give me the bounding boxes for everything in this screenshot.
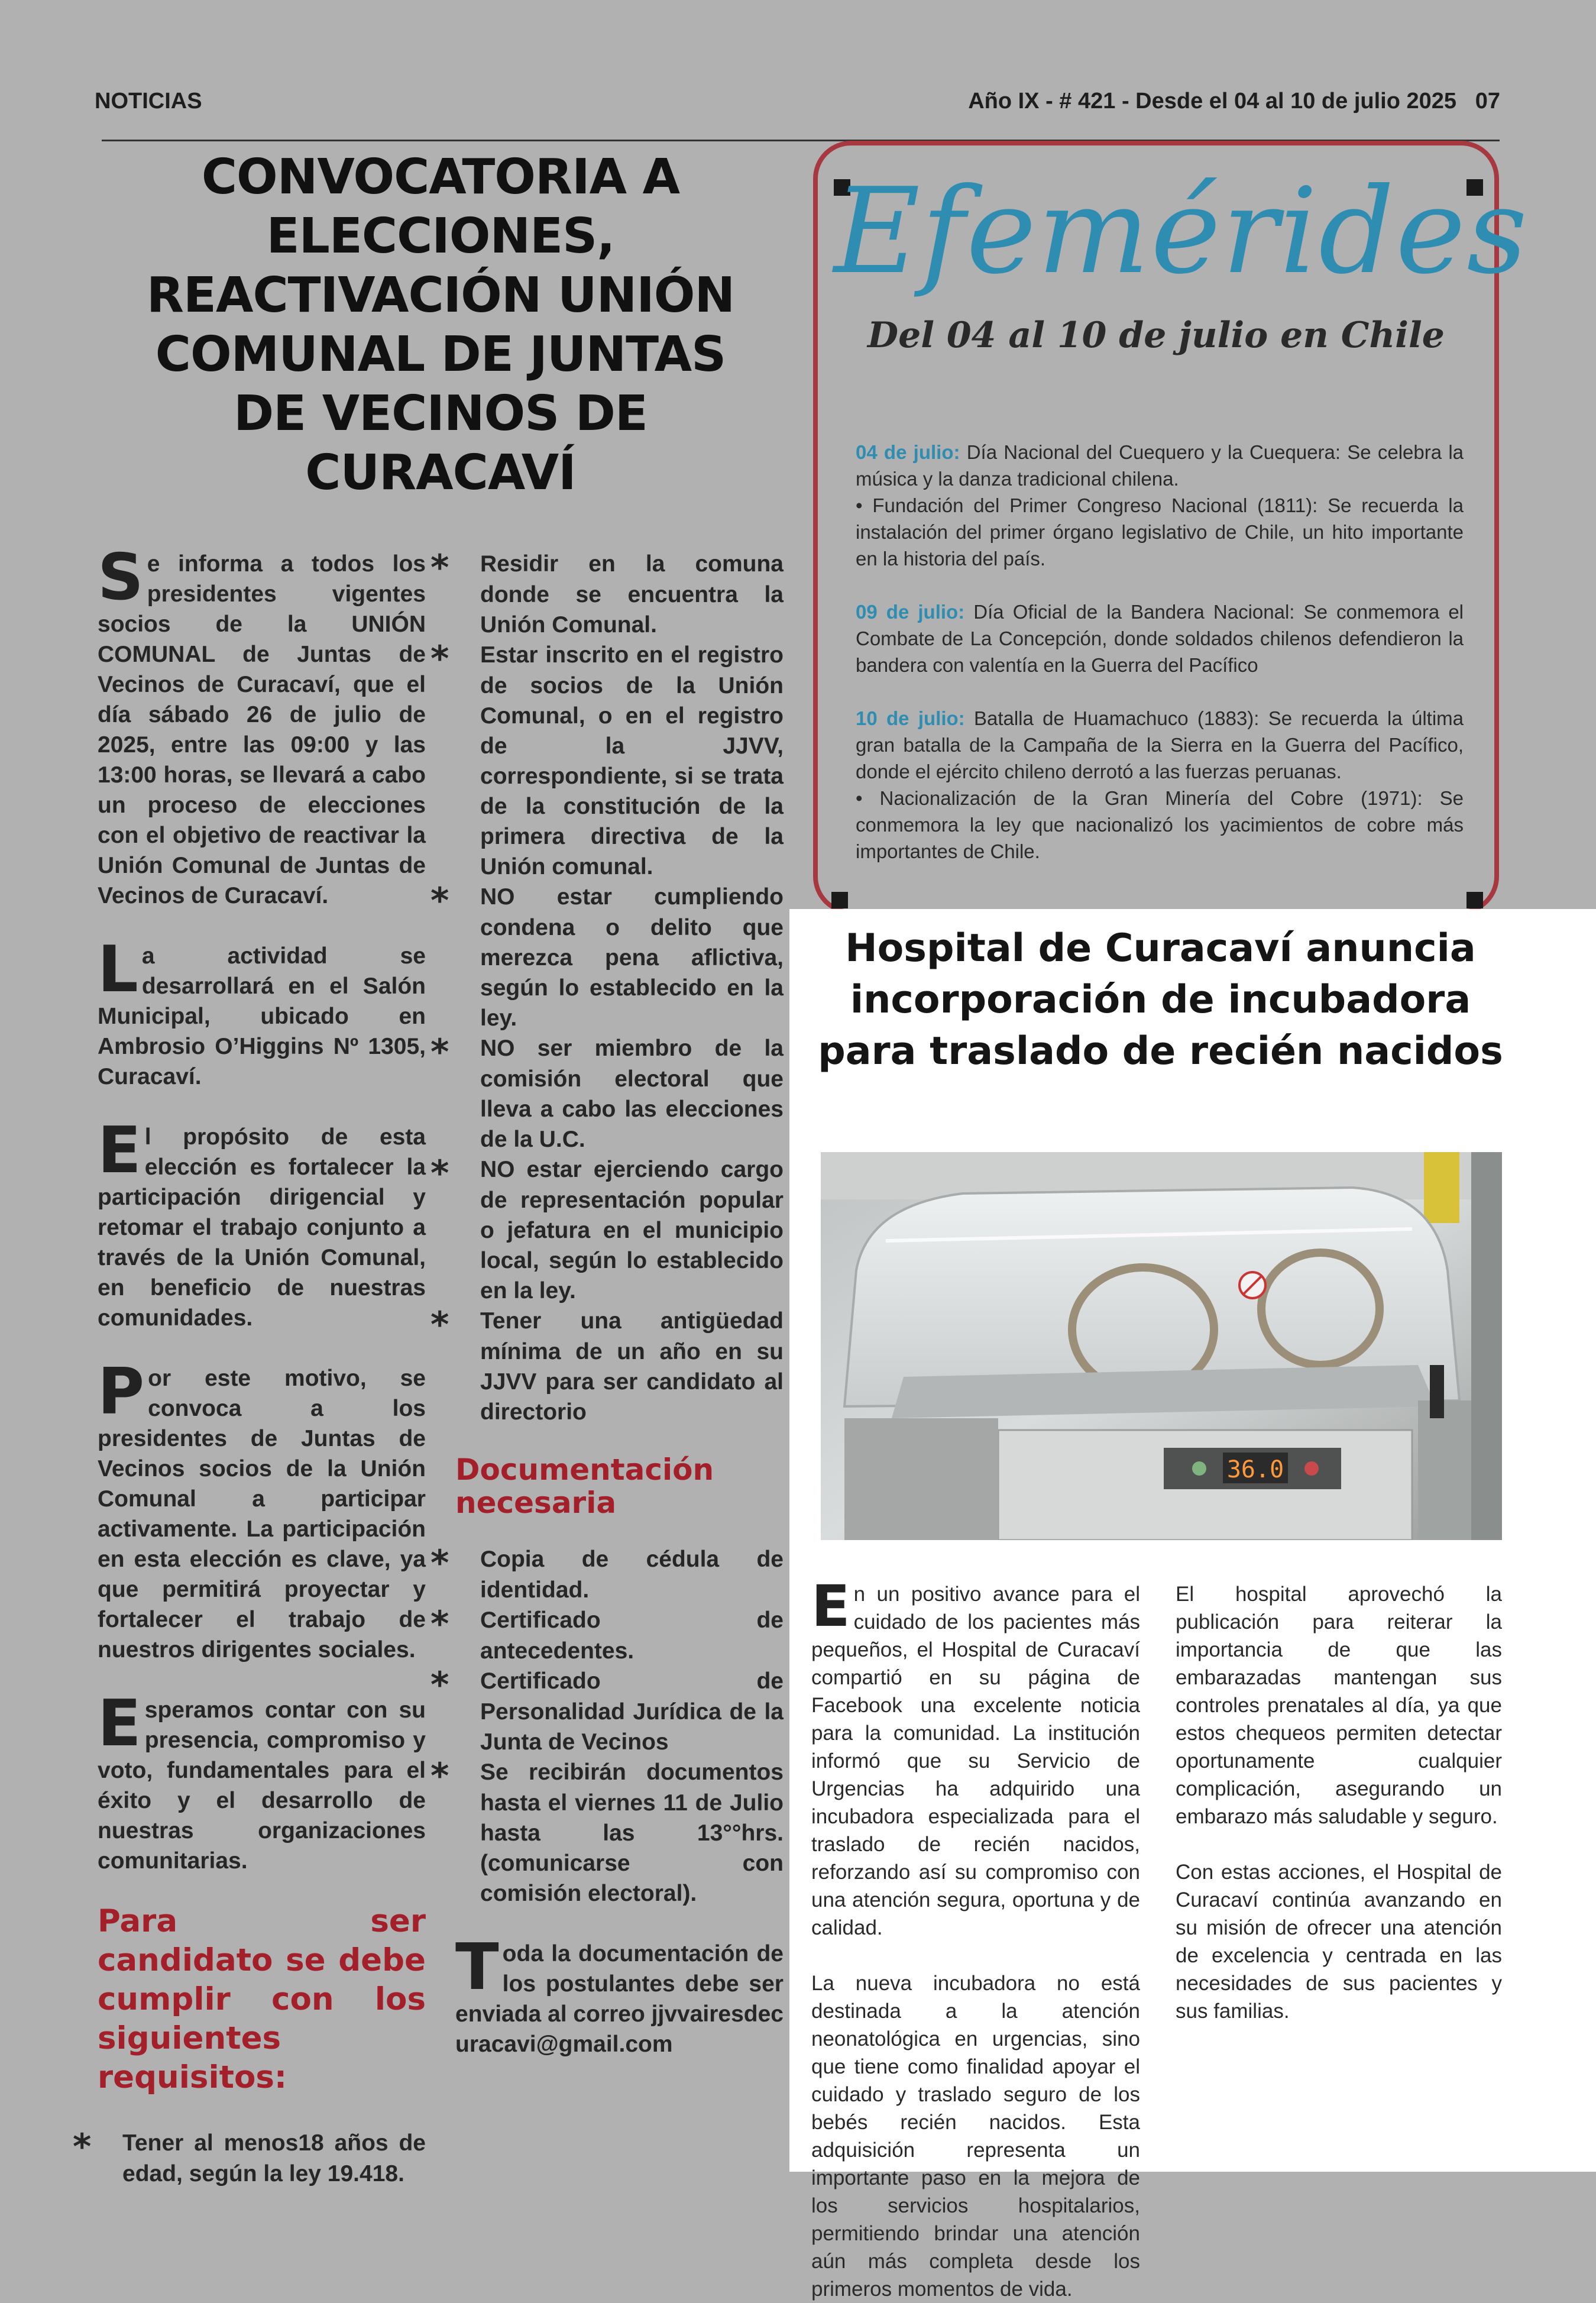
asterisk-icon: * <box>430 880 449 921</box>
paragraph: Con estas acciones, el Hospital de Curacaví continúa avanzando en su misión de ofrecer una atención de excelencia y centrada en las necesidades de sus pacientes y sus familias. <box>1176 1861 1502 2023</box>
asterisk-icon: * <box>430 1755 449 1797</box>
efemeride-date: 04 de julio: <box>856 441 960 463</box>
hospital-article-column-2 <box>1176 1580 1502 2025</box>
efemeride-entry: 10 de julio: Batalla de Huamachuco (1883): Se recuerda la última gran batalla de la Campaña de la Sierra en la Guerra del Pacífico, donde el ejército chileno derrotó a las fuerzas peruanas. <box>856 707 1464 782</box>
main-article-column-1 <box>73 541 426 2189</box>
drop-cap: P <box>98 1355 145 1429</box>
hospital-article-column-1 <box>811 1573 1140 2303</box>
drop-cap: E <box>98 1114 141 1188</box>
drop-cap: S <box>98 541 144 614</box>
asterisk-icon: * <box>430 547 449 588</box>
requirement-item: * Tener una antigüedad mínima de un año en su JJVV para ser candidato al directorio <box>430 1304 784 1425</box>
asterisk-icon: * <box>430 638 449 680</box>
hospital-article-title: Hospital de Curacaví anuncia incorporación de incubadora para traslado de recién nacidos <box>818 926 1503 1073</box>
closing-paragraph: Toda la documentación de los postulantes debe ser enviada al correo jjvvairesdecuracavi@gmail.com <box>455 1930 784 2057</box>
efemeride-extra: • Nacionalización de la Gran Minería del Cobre (1971): Se conmemora la ley que nacionalizó los yacimientos de cobre más importantes de Chile. <box>856 787 1464 862</box>
efemerides-list <box>856 439 1464 865</box>
efemeride-date: 10 de julio: <box>856 707 965 729</box>
drop-cap: E <box>811 1573 850 1639</box>
efemeride-entry: 09 de julio: Día Oficial de la Bandera Nacional: Se conmemora el Combate de La Concepción, donde soldados chilenos defendieron la bandera con valentía en la Guerra del Pacífico <box>856 601 1464 676</box>
paragraph: Esperamos contar con su presencia, compromiso y voto, fundamentales para el éxito y el desarrollo de nuestras organizaciones comunitarias. <box>98 1687 426 1874</box>
efemerides-subtitle: Del 04 al 10 de julio en Chile <box>867 315 1445 356</box>
asterisk-icon: * <box>430 1542 449 1584</box>
requirement-item: * NO ser miembro de la comisión electoral que lleva a cabo las elecciones de la U.C. <box>430 1031 784 1152</box>
paragraph: La actividad se desarrollará en el Salón Municipal, ubicado en Ambrosio O’Higgins Nº 1305, Curacaví. <box>98 933 426 1089</box>
paragraph: El propósito de esta elección es fortalecer la participación dirigencial y retomar el trabajo conjunto a través de la Unión Comunal, en beneficio de nuestras comunidades. <box>98 1114 426 1331</box>
document-item: * Certificado de Personalidad Jurídica de la Junta de Vecinos <box>430 1664 784 1755</box>
asterisk-icon: * <box>430 1664 449 1706</box>
corner-square <box>1466 892 1483 908</box>
paragraph: La nueva incubadora no está destinada a la atención neonatológica en urgencias, sino que tiene como finalidad apoyar el cuidado y traslado seguro de los bebés recién nacidos. Esta adquisición representa un importante paso en la mejora de los servicios hospitalarios, permitiendo brindar una atención aún más completa desde los primeros momentos de vida. <box>811 1972 1140 2301</box>
incubator-readout: 36.0 <box>1226 1456 1284 1483</box>
requirement-item: * Tener al menos18 años de edad, según la ley 19.418. <box>73 2126 426 2186</box>
drop-cap: T <box>455 1930 499 2004</box>
requirements-heading: Para ser candidato se debe cumplir con los siguientes requisitos: <box>98 1903 426 2095</box>
document-item: * Se recibirán documentos hasta el viernes 11 de Julio hasta las 13°°hrs. (comunicarse con comisión electoral). <box>430 1755 784 1906</box>
drop-cap: E <box>98 1687 141 1761</box>
requirement-item: * Residir en la comuna donde se encuentra la Unión Comunal. <box>430 547 784 638</box>
documents-heading: Documentación necesaria <box>455 1453 714 1520</box>
page-number: 07 <box>1475 89 1500 114</box>
issue-text: Año IX - # 421 - Desde el 04 al 10 de julio 2025 <box>968 89 1457 114</box>
asterisk-icon: * <box>73 2126 92 2168</box>
corner-square <box>831 892 848 908</box>
asterisk-icon: * <box>430 1603 449 1645</box>
main-article-column-2 <box>430 547 784 2059</box>
drop-cap: L <box>98 933 138 1007</box>
paragraph: Por este motivo, se convoca a los presidentes de Juntas de Vecinos socios de la Unión Comunal a participar activamente. La participación en esta elección es clave, ya que permitirá proyectar y fortalecer el trabajo de nuestros dirigentes sociales. <box>98 1355 426 1662</box>
efemerides-title: Efemérides <box>834 163 1529 300</box>
main-article-title: CONVOCATORIA A ELECCIONES, REACTIVACIÓN UNIÓN COMUNAL DE JUNTAS DE VECINOS DE CURACAVÍ <box>146 149 735 501</box>
document-item: * Certificado de antecedentes. <box>430 1603 784 1664</box>
incubator-photo <box>821 1152 1502 1540</box>
paragraph: Se informa a todos los presidentes vigentes socios de la UNIÓN COMUNAL de Juntas de Vecinos de Curacaví, que el día sábado 26 de julio de 2025, entre las 09:00 y las 13:00 horas, se llevará a cabo un proceso de elecciones con el objetivo de reactivar la Unión Comunal de Juntas de Vecinos de Curacaví. <box>98 541 426 908</box>
requirement-item: * NO estar cumpliendo condena o delito que merezca pena aflictiva, según lo establecido en la ley. <box>430 880 784 1031</box>
asterisk-icon: * <box>430 1031 449 1073</box>
requirement-item: * Estar inscrito en el registro de socios de la Unión Comunal, o en el registro de la JJVV, correspondiente, si se trata de la constitución de la primera directiva de la Unión comunal. <box>430 638 784 879</box>
efemeride-date: 09 de julio: <box>856 601 965 623</box>
asterisk-icon: * <box>430 1304 449 1345</box>
requirement-item: * NO estar ejerciendo cargo de representación popular o jefatura en el municipio local, según lo establecido en la ley. <box>430 1153 784 1303</box>
paragraph: En un positivo avance para el cuidado de los pacientes más pequeños, el Hospital de Curacaví compartió en su página de Facebook una excelente noticia para la comunidad. La institución informó que su Servicio de Urgencias ha adquirido una incubadora especializada para el traslado de recién nacidos, reforzando así su compromiso con una atención segura, oportuna y de calidad. <box>811 1573 1140 1939</box>
document-item: * Copia de cédula de identidad. <box>430 1542 784 1603</box>
efemeride-entry: 04 de julio: Día Nacional del Cuequero y la Cuequera: Se celebra la música y la danza tradicional chilena. <box>856 441 1464 490</box>
issue-info <box>968 89 1500 114</box>
section-label: NOTICIAS <box>95 89 202 114</box>
efemeride-extra: • Fundación del Primer Congreso Nacional (1811): Se recuerda la instalación del primer órgano legislativo de Chile, un hito importante en la historia del país. <box>856 494 1464 570</box>
asterisk-icon: * <box>430 1153 449 1194</box>
paragraph: El hospital aprovechó la publicación para reiterar la importancia de que las embarazadas mantengan sus controles prenatales al día, ya que estos chequeos permiten detectar oportunamente cualquier complicación, asegurando un embarazo más saludable y seguro. <box>1176 1583 1502 1828</box>
